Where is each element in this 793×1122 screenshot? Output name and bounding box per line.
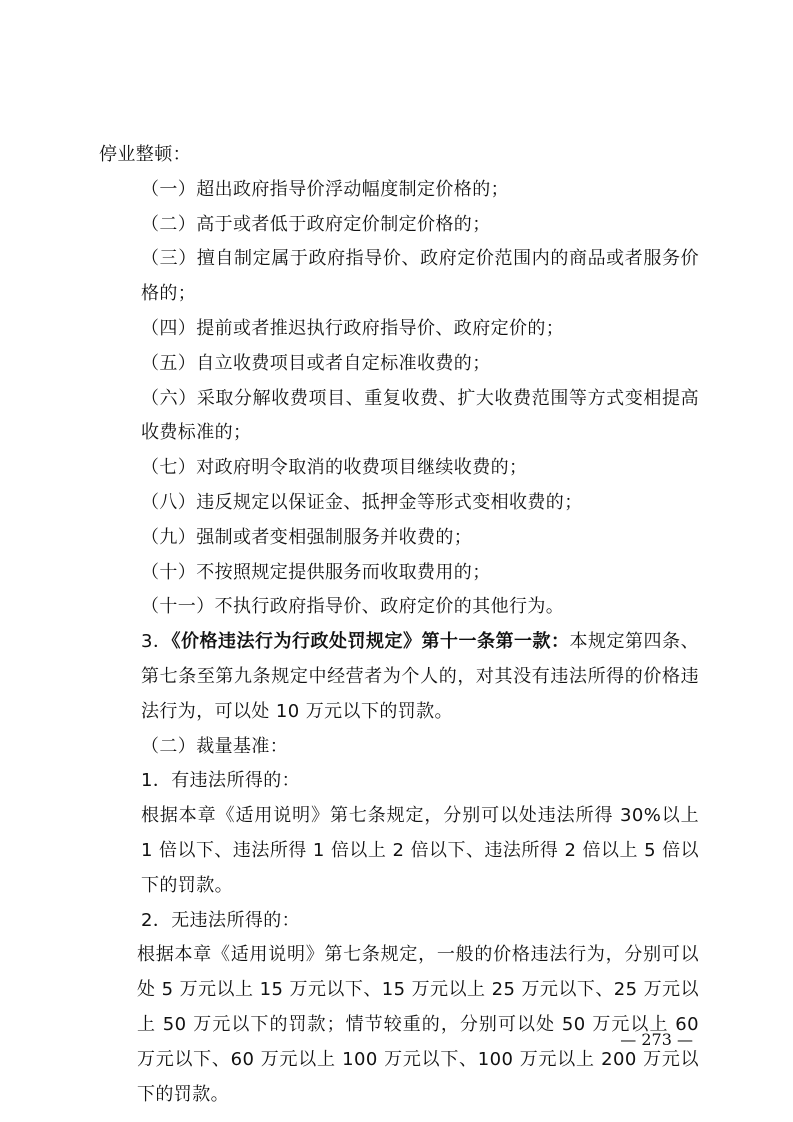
list-item: （五）自立收费项目或者自定标准收费的；	[141, 352, 491, 374]
clause-3-title: 《价格违法行为行政处罚规定》第十一条第一款：	[171, 631, 570, 653]
list-item: （七）对政府明令取消的收费项目继续收费的；	[141, 457, 528, 479]
body-text	[99, 138, 699, 1112]
section-heading: （二）裁量基准：	[141, 735, 289, 757]
list-item: （三）擅自制定属于政府指导价、政府定价范围内的商品或者服务价格的；	[141, 248, 699, 305]
clause-3-paragraph	[99, 625, 699, 729]
clause-3-number: 3．	[141, 631, 172, 653]
clause-3-body: 本规定第四条、第七条至第九条规定中经营者为个人的，对其没有违法所得的价格违法行为，可以处 10 万元以下的罚款。	[141, 631, 699, 722]
item-1-title: 1．有违法所得的：	[141, 770, 301, 792]
list-item: （十）不按照规定提供服务而收取费用的；	[141, 561, 491, 583]
list-item: （八）违反规定以保证金、抵押金等形式变相收费的；	[141, 491, 583, 513]
list-item: （十一）不执行政府指导价、政府定价的其他行为。	[141, 596, 565, 618]
paragraph-intro: 停业整顿：	[99, 144, 191, 165]
item-2-title: 2．无违法所得的：	[141, 909, 301, 931]
item-1-body: 根据本章《适用说明》第七条规定，分别可以处违法所得 30%以上 1 倍以下、违法所得 1 倍以上 2 倍以下、违法所得 2 倍以上 5 倍以下的罚款。	[141, 805, 699, 896]
page-number: — 273 —	[620, 1030, 693, 1049]
list-item: （二）高于或者低于政府定价制定价格的；	[141, 213, 491, 235]
list-item: （九）强制或者变相强制服务并收费的；	[141, 526, 473, 548]
list-item: （一）超出政府指导价浮动幅度制定价格的；	[141, 178, 509, 200]
item-2-body: 根据本章《适用说明》第七条规定，一般的价格违法行为，分别可以处 5 万元以上 15 万元以下、15 万元以上 25 万元以下、25 万元以上 50 万元以下的罚款；情节较重的，分别可以处 50 万元以上 60 万元以下、60 万元以上 100 万元以下、100 万元以上 200 万元以下的罚款。	[137, 944, 699, 1105]
list-item: （四）提前或者推迟执行政府指导价、政府定价的；	[141, 317, 565, 339]
list-item: （六）采取分解收费项目、重复收费、扩大收费范围等方式变相提高收费标准的；	[141, 387, 699, 444]
